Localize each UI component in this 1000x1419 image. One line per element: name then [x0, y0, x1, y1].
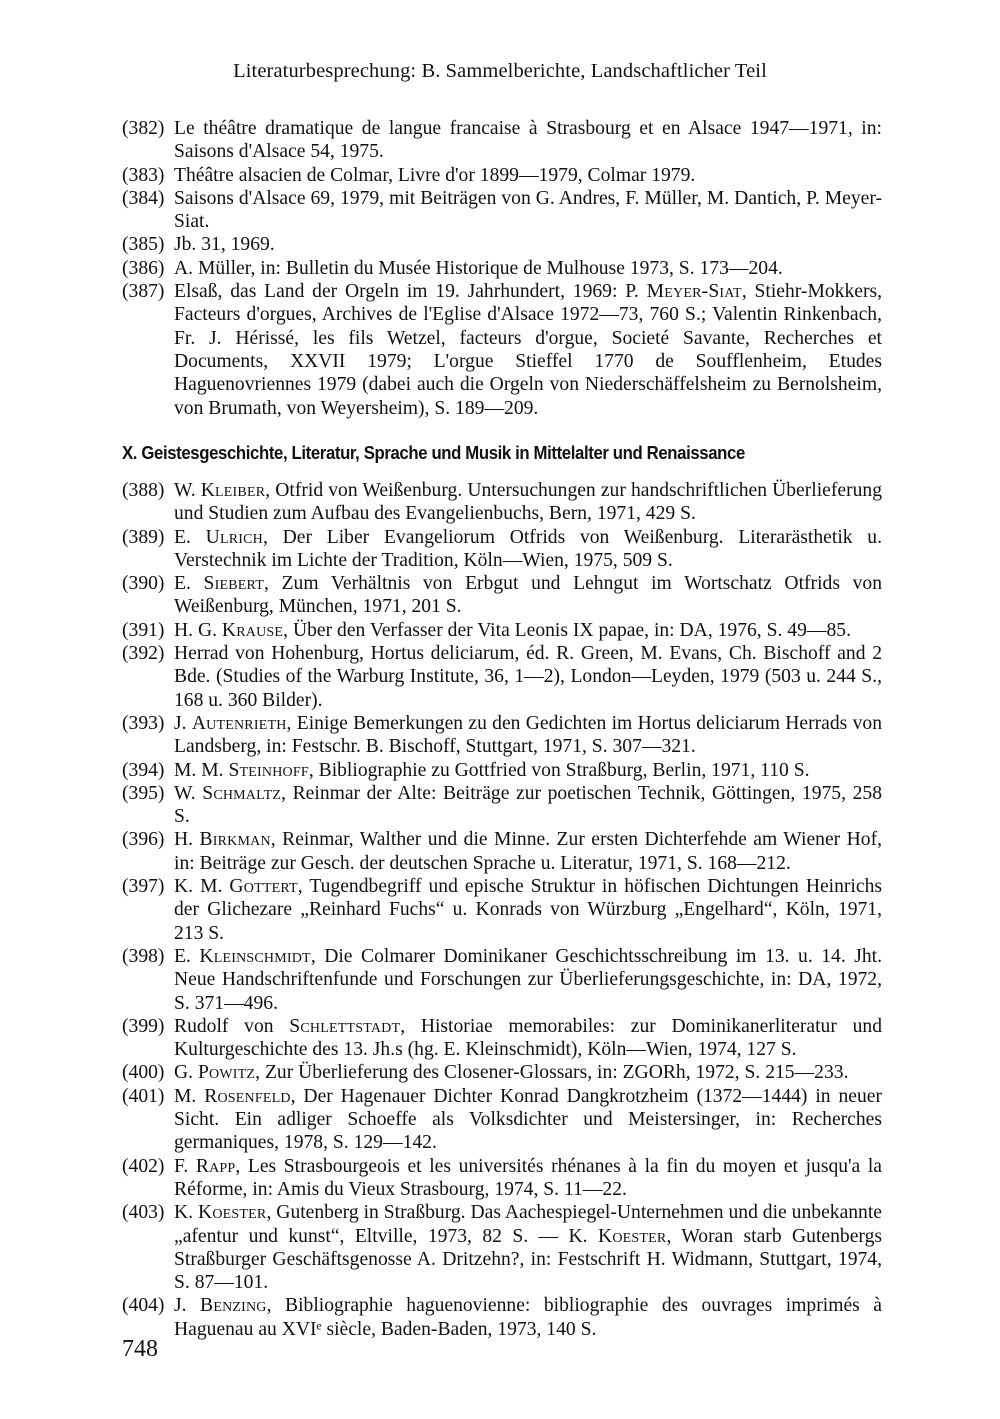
text-segment: M. M.	[174, 759, 229, 781]
entry-number: (400)	[122, 1062, 165, 1084]
text-segment: E.	[174, 573, 204, 595]
bibliography-entry	[122, 164, 882, 187]
text-segment: W.	[174, 782, 203, 804]
bibliography-entry	[122, 1061, 882, 1084]
entry-text	[174, 1201, 882, 1294]
entry-text	[174, 280, 882, 420]
bibliography-entry	[122, 1155, 882, 1202]
text-segment: , Bibliographie haguenovienne: bibliographie des ouvrages imprimés à Haguenau au XVIᵉ siècle, Baden-Baden, 1973, 140 S.	[174, 1295, 882, 1340]
bibliography-entry	[122, 257, 882, 280]
entry-number: (388)	[122, 480, 165, 501]
entry-text	[174, 526, 882, 573]
entry-text	[174, 1155, 882, 1202]
entry-number: (396)	[122, 829, 165, 851]
entry-text: Herrad von Hohenburg, Hortus deliciarum, éd. R. Green, M. Evans, Ch. Bischoff and 2 Bde. (Studies of the Warburg Institute, 36, 1—2), London—Leyden, 1979 (503 u. 244 S., 168 u. 360 Bilder).	[174, 643, 882, 711]
bibliography-entry	[122, 572, 882, 619]
author-name: Rapp	[195, 1155, 236, 1177]
author-name: Kleiber	[200, 480, 266, 501]
text-segment: H.	[174, 829, 200, 851]
bibliography-entry	[122, 1015, 882, 1062]
text-segment: , Die Colmarer Dominikaner Geschichtsschreibung im 13. u. 14. Jht. Neue Handschriftenfunde und Forschungen zur Überlieferungsgeschichte, in: DA, 1972, S. 371—496.	[174, 945, 882, 1014]
bibliography-entry	[122, 782, 882, 829]
author-name: Powitz	[197, 1062, 256, 1084]
entry-text	[174, 572, 882, 619]
author-name: Birkman	[199, 829, 271, 851]
entry-number: (387)	[122, 281, 165, 303]
bibliography-entry	[122, 526, 882, 573]
entry-number: (393)	[122, 712, 165, 734]
text-segment: W.	[174, 480, 201, 501]
text-segment: , Einige Bemerkungen zu den Gedichten im Hortus deliciarum Herrads von Landsberg, in: Festschr. B. Bischoff, Stuttgart, 1971, S. 307—321.	[174, 712, 882, 758]
entry-text	[174, 945, 882, 1015]
page-number: 748	[122, 1336, 158, 1362]
author-name: Autenrieth	[191, 712, 287, 734]
text-segment: , Über den Verfasser der Vita Leonis IX papae, in: DA, 1976, S. 49—85.	[283, 619, 851, 641]
text-segment: , Les Strasbourgeois et les universités rhénanes à la fin du moyen et jusqu'a la Réforme, in: Amis du Vieux Strasbourg, 1974, S. 11—22.	[174, 1155, 882, 1200]
text-segment: J.	[174, 1295, 201, 1317]
section-heading: X. Geistesgeschichte, Literatur, Sprache und Musik in Mittelalter und Renaissance	[122, 443, 745, 463]
text-segment: , Stiehr-Mokkers, Facteurs d'orgues, Archives de l'Eglise d'Alsace 1972—73, 760 S.; Valentin Rinkenbach, Fr. J. Hérissé, les fils Wetzel, facteurs d'orgue, Societé Savante, Recherches et Documents, XXVII 1979; L'orgue Stieffel 1770 de Soufflenheim, Etudes Haguenovriennes 1979 (dabei auch die Orgeln von Niederschäffelsheim zu Bernolsheim, von Brumath, von Weyersheim), S. 189—209.	[174, 281, 882, 419]
entry-number: (390)	[122, 573, 165, 595]
entry-number: (404)	[122, 1295, 165, 1317]
entry-text	[174, 619, 882, 642]
bibliography-list-theatre-music	[122, 117, 882, 420]
entry-number: (401)	[122, 1085, 165, 1107]
bibliography-entry	[122, 479, 882, 526]
entry-text: Le théâtre dramatique de langue francaise à Strasbourg et en Alsace 1947—1971, in: Saisons d'Alsace 54, 1975.	[174, 118, 882, 163]
entry-number: (402)	[122, 1155, 165, 1177]
running-head: Literaturbesprechung: B. Sammelberichte, Landschaftlicher Teil	[233, 60, 767, 82]
text-segment: E.	[174, 945, 200, 967]
bibliography-entry	[122, 280, 882, 420]
author-name: Siebert	[203, 573, 264, 595]
entry-number: (386)	[122, 257, 165, 279]
text-segment: K.	[174, 1202, 198, 1224]
text-segment: H. G.	[174, 619, 222, 641]
entry-number: (383)	[122, 164, 165, 186]
entry-text	[174, 479, 882, 526]
entry-text	[174, 712, 882, 759]
entry-text	[174, 828, 882, 875]
entry-text: A. Müller, in: Bulletin du Musée Historique de Mulhouse 1973, S. 173—204.	[174, 257, 783, 279]
text-segment: , Woran starb Gutenbergs Straßburger Geschäftsgenosse A. Dritzehn?, in: Festschrift H. Widmann, Stuttgart, 1974, S. 87—101.	[174, 1225, 882, 1294]
text-segment: , Zum Verhältnis von Erbgut und Lehngut im Wortschatz Otfrids von Weißenburg, München, 1971, 201 S.	[174, 573, 883, 618]
text-segment: J.	[174, 712, 192, 734]
text-segment: , Bibliographie zu Gottfried von Straßburg, Berlin, 1971, 110 S.	[308, 759, 810, 781]
bibliography-entry	[122, 619, 882, 642]
entry-number: (403)	[122, 1202, 165, 1224]
author-name: Koester	[198, 1202, 267, 1224]
entry-number: (382)	[122, 118, 165, 139]
author-name: Schmaltz	[202, 782, 282, 804]
author-name: Koester	[597, 1225, 667, 1247]
text-segment: E.	[174, 526, 206, 548]
bibliography-entry	[122, 642, 882, 712]
author-name: Kleinschmidt	[199, 945, 311, 967]
bibliography-entry	[122, 1201, 882, 1294]
bibliography-entry	[122, 1294, 882, 1341]
entry-number: (397)	[122, 876, 165, 898]
entry-text	[174, 1294, 882, 1341]
entry-number: (394)	[122, 759, 165, 781]
bibliography-entry	[122, 828, 882, 875]
entry-text: Théâtre alsacien de Colmar, Livre d'or 1899—1979, Colmar 1979.	[174, 164, 696, 186]
author-name: Krause	[221, 619, 284, 641]
text-segment: , Reinmar der Alte: Beiträge zur poetischen Technik, Göttingen, 1975, 258 S.	[174, 782, 882, 828]
entry-number: (398)	[122, 945, 165, 967]
author-name: Benzing	[200, 1295, 267, 1317]
text-segment: , Otfrid von Weißenburg. Untersuchungen zur handschriftlichen Überlieferung und Studien zum Aufbau des Evangelienbuchs, Bern, 1971, 429 S.	[174, 480, 882, 525]
author-name: Ulrich	[205, 526, 263, 548]
text-segment: F.	[174, 1155, 196, 1177]
entry-text	[174, 759, 882, 782]
bibliography-list-medieval-literature	[122, 479, 882, 1341]
text-segment: , Gutenberg in Straßburg. Das Aachespiegel-Unternehmen und die unbekannte „afentur und kunst“, Eltville, 1973, 82 S. — K.	[174, 1202, 882, 1247]
entry-number: (385)	[122, 234, 165, 256]
text-segment: , Reinmar, Walther und die Minne. Zur ersten Dichterfehde am Wiener Hof, in: Beiträge zur Gesch. der deutschen Sprache u. Literatur, 1971, S. 168—212.	[174, 829, 883, 874]
entry-number: (399)	[122, 1015, 165, 1037]
bibliography-entry	[122, 233, 882, 256]
text-segment: , Historiae memorabiles: zur Dominikanerliteratur und Kulturgeschichte des 13. Jh.s (hg. E. Kleinschmidt), Köln—Wien, 1974, 127 S.	[174, 1015, 882, 1061]
entry-text	[174, 782, 882, 829]
entry-number: (384)	[122, 187, 165, 209]
text-segment: G.	[174, 1062, 198, 1084]
bibliography-entry	[122, 1085, 882, 1155]
bibliography-entry	[122, 759, 882, 782]
author-name: Gottert	[229, 876, 298, 898]
bibliography-entry	[122, 117, 882, 164]
text-segment: , Zur Überlieferung des Closener-Glossars, in: ZGORh, 1972, S. 215—233.	[255, 1062, 849, 1084]
bibliography-entry	[122, 187, 882, 234]
entry-number: (395)	[122, 782, 165, 804]
author-name: Meyer-Siat	[646, 281, 742, 303]
entry-text: Saisons d'Alsace 69, 1979, mit Beiträgen von G. Andres, F. Müller, M. Dantich, P. Meyer-Siat.	[174, 187, 882, 233]
bibliography-entry	[122, 712, 882, 759]
entry-text	[174, 875, 882, 945]
text-segment: , Der Liber Evangeliorum Otfrids von Weißenburg. Literarästhetik u. Verstechnik im Lichte der Tradition, Köln—Wien, 1975, 509 S.	[174, 526, 883, 571]
text-segment: M.	[174, 1085, 205, 1107]
entry-text: Jb. 31, 1969.	[174, 234, 275, 256]
text-segment: , Tugendbegriff und epische Struktur in höfischen Dichtungen Heinrichs der Glichezare „Reinhard Fuchs“ u. Konrads von Würzburg „Engelhard“, Köln, 1971, 213 S.	[174, 876, 882, 944]
text-segment: , Der Hagenauer Dichter Konrad Dangkrotzheim (1372—1444) in neuer Sicht. Ein adliger Schoeffe als Volksdichter und Meistersinger, in: Recherches germaniques, 1978, S. 129—142.	[174, 1085, 882, 1154]
entry-number: (389)	[122, 526, 165, 548]
entry-text	[174, 1061, 882, 1084]
bibliography-entry	[122, 945, 882, 1015]
bibliography-entry	[122, 875, 882, 945]
entry-text	[174, 1085, 882, 1155]
entry-number: (392)	[122, 643, 165, 665]
text-segment: K. M.	[174, 876, 230, 898]
entry-text	[174, 1015, 882, 1062]
text-segment: Elsaß, das Land der Orgeln im 19. Jahrhundert, 1969: P.	[174, 281, 647, 303]
author-name: Schlettstadt	[289, 1015, 401, 1037]
author-name: Rosenfeld	[204, 1085, 291, 1107]
entry-number: (391)	[122, 619, 165, 641]
author-name: Steinhoff	[228, 759, 309, 781]
text-segment: Rudolf von	[174, 1015, 290, 1037]
